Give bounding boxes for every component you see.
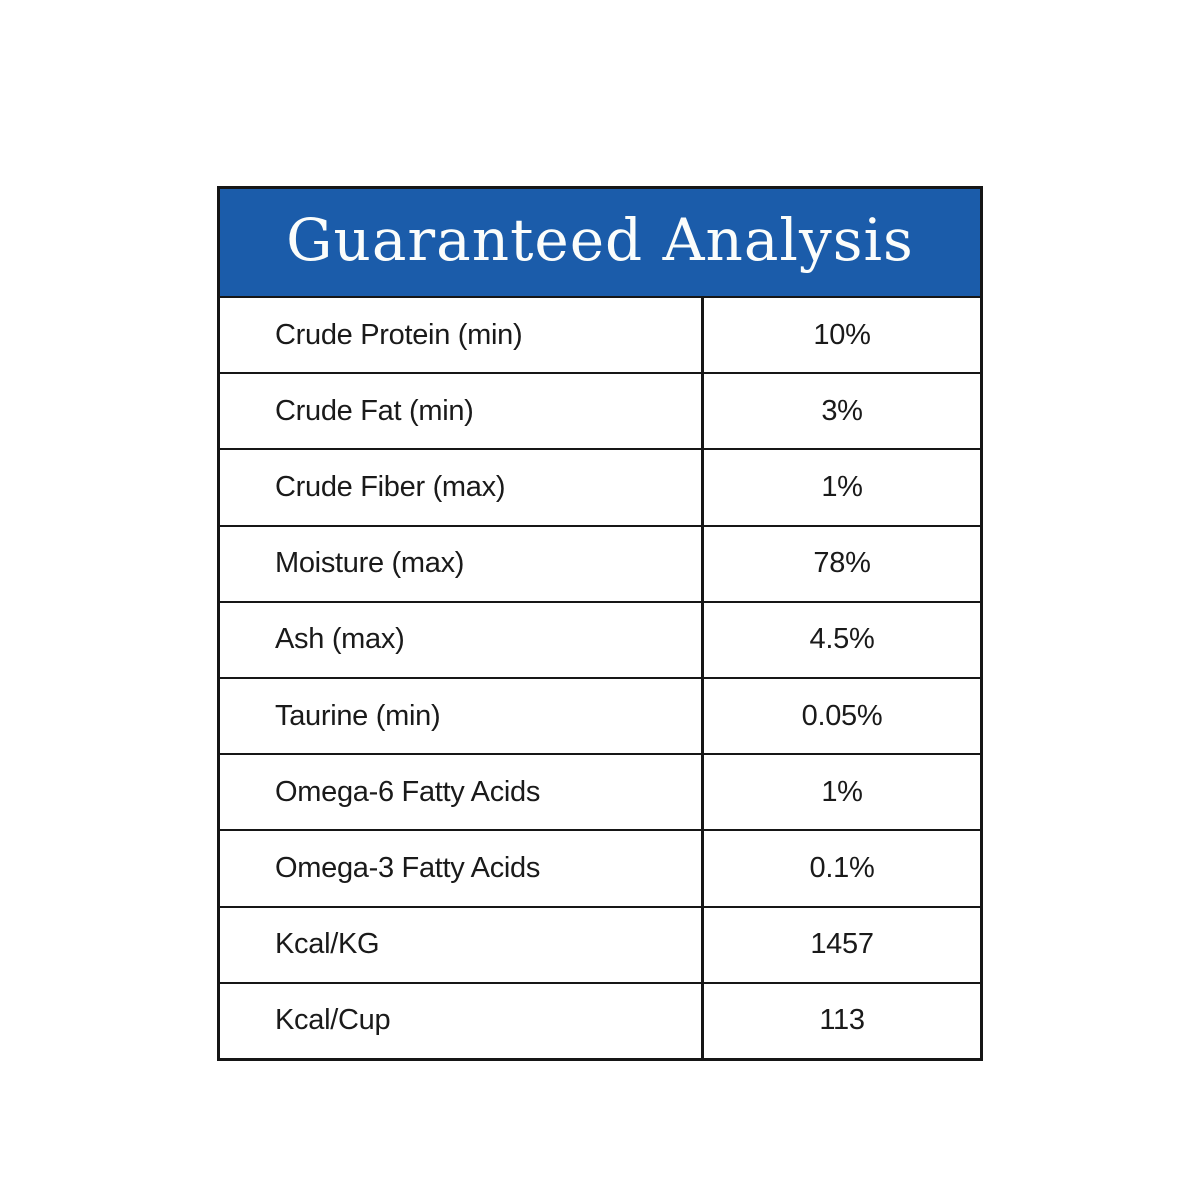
nutrient-value: 3%	[701, 374, 980, 448]
nutrient-value: 113	[701, 984, 980, 1058]
nutrient-value: 0.05%	[701, 679, 980, 753]
nutrient-label: Kcal/KG	[275, 928, 380, 961]
nutrient-value: 1%	[701, 755, 980, 829]
table-row	[220, 984, 980, 1058]
nutrient-label: Crude Fiber (max)	[275, 471, 506, 503]
nutrient-value: 0.1%	[701, 831, 980, 905]
nutrient-value: 1457	[701, 908, 980, 982]
nutrient-label: Crude Fat (min)	[275, 394, 474, 427]
table-row	[220, 450, 980, 526]
nutrient-label: Omega-3 Fatty Acids	[275, 852, 541, 885]
table-row	[220, 679, 980, 755]
nutrient-label: Ash (max)	[275, 623, 405, 656]
table-body	[220, 298, 980, 1058]
table-title-bar	[220, 189, 980, 298]
guaranteed-analysis-table	[217, 186, 983, 1061]
nutrient-value: 10%	[701, 298, 980, 372]
nutrient-value: 1%	[701, 450, 980, 524]
nutrient-label: Crude Protein (min)	[275, 318, 523, 351]
table-row	[220, 755, 980, 831]
table-row	[220, 831, 980, 907]
table-row	[220, 908, 980, 984]
table-title: Guaranteed Analysis	[286, 205, 914, 274]
nutrient-label: Moisture (max)	[275, 547, 465, 580]
nutrient-label: Omega-6 Fatty Acids	[275, 775, 541, 808]
nutrient-label: Taurine (min)	[275, 699, 441, 732]
nutrient-value: 4.5%	[701, 603, 980, 677]
nutrient-value: 78%	[701, 527, 980, 601]
table-row	[220, 374, 980, 450]
table-row	[220, 298, 980, 374]
nutrient-label: Kcal/Cup	[275, 1004, 391, 1037]
table-row	[220, 603, 980, 679]
table-row	[220, 527, 980, 603]
